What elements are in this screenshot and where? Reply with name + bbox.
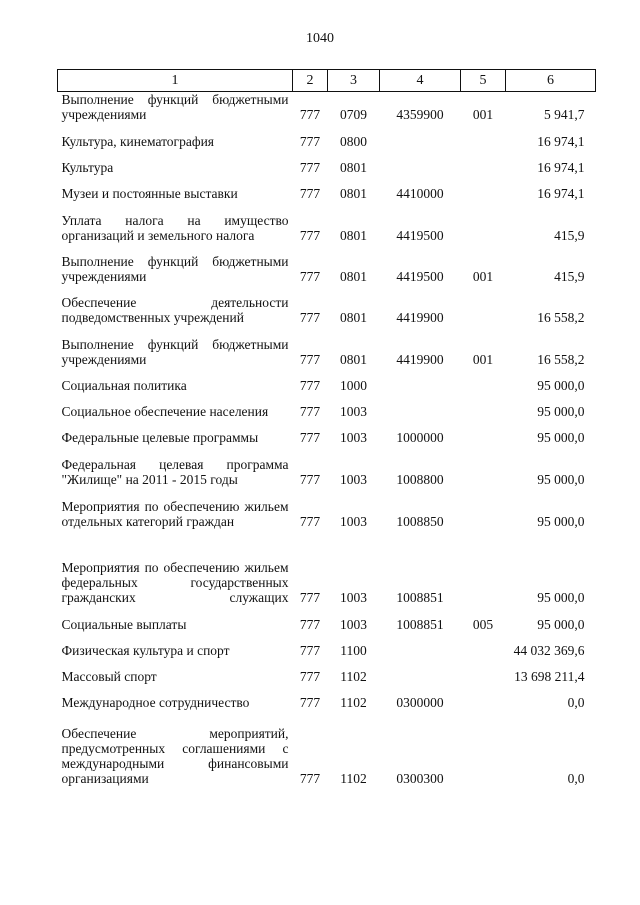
- row-col-5: [461, 487, 506, 529]
- table-row: [58, 325, 596, 367]
- row-amount: 95 000,0: [537, 430, 585, 445]
- row-amount: 0,0: [567, 695, 585, 710]
- table-row: [58, 658, 596, 684]
- row-col-4: [380, 658, 461, 684]
- table-row: [58, 419, 596, 445]
- row-col-3: 0709: [340, 107, 367, 122]
- row-amount: 16 558,2: [537, 352, 585, 367]
- row-col-3: 0801: [340, 310, 367, 325]
- row-col-4: [380, 393, 461, 419]
- row-amount: 95 000,0: [537, 514, 585, 529]
- row-col-2: 777: [299, 472, 321, 487]
- row-col-4: 1000000: [396, 430, 444, 445]
- table-row: [58, 632, 596, 658]
- row-name: Обеспечение деятельности подведомственных учреждений: [61, 295, 289, 325]
- row-name: Социальное обеспечение населения: [61, 404, 269, 419]
- table-row: [58, 393, 596, 419]
- row-col-3: 0801: [340, 160, 367, 175]
- row-col-2: 777: [299, 186, 321, 201]
- row-name: Музеи и постоянные выставки: [61, 186, 238, 201]
- row-col-3: 1100: [340, 643, 367, 658]
- row-col-3: 0800: [340, 134, 367, 149]
- row-amount: 415,9: [554, 228, 585, 243]
- row-col-2: 777: [299, 669, 321, 684]
- row-col-5: [461, 529, 506, 605]
- row-col-5: [461, 122, 506, 149]
- row-col-3: 0801: [340, 352, 367, 367]
- table-row: [58, 684, 596, 710]
- row-col-2: 777: [299, 430, 321, 445]
- row-name: Выполнение функций бюджетными учреждениями: [61, 254, 289, 284]
- table-row: [58, 445, 596, 487]
- row-col-3: 1102: [340, 669, 367, 684]
- row-col-5: [461, 284, 506, 325]
- row-name: Международное сотрудничество: [61, 695, 250, 710]
- row-col-4: 0300000: [396, 695, 444, 710]
- table-row: [58, 243, 596, 284]
- row-col-5: [461, 445, 506, 487]
- row-col-2: 777: [299, 269, 321, 284]
- row-col-2: 777: [299, 617, 321, 632]
- row-col-5: 005: [472, 617, 494, 632]
- row-col-2: 777: [299, 160, 321, 175]
- table-row: [58, 122, 596, 149]
- header-row: [58, 70, 596, 92]
- row-col-5: [461, 367, 506, 393]
- header-col-3: 3: [328, 70, 380, 92]
- table-row: [58, 92, 596, 123]
- row-col-3: 1003: [340, 430, 367, 445]
- row-col-3: 1000: [340, 378, 367, 393]
- row-col-3: 1102: [340, 771, 367, 786]
- row-col-3: 1003: [340, 617, 367, 632]
- row-col-3: 1102: [340, 695, 367, 710]
- header-col-6: 6: [506, 70, 596, 92]
- row-col-4: 4419500: [396, 228, 444, 243]
- row-col-3: 0801: [340, 186, 367, 201]
- row-amount: 415,9: [554, 269, 585, 284]
- row-amount: 95 000,0: [537, 404, 585, 419]
- row-col-4: [380, 122, 461, 149]
- row-col-5: [461, 149, 506, 175]
- row-col-2: 777: [299, 228, 321, 243]
- row-name: Социальные выплаты: [61, 617, 187, 632]
- row-col-2: 777: [299, 310, 321, 325]
- row-col-4: 4419900: [396, 310, 444, 325]
- row-col-3: 0801: [340, 228, 367, 243]
- row-col-4: 1008850: [396, 514, 444, 529]
- row-col-4: 1008851: [396, 590, 444, 605]
- table-row: [58, 284, 596, 325]
- row-amount: 0,0: [567, 771, 585, 786]
- row-name: Федеральные целевые программы: [61, 430, 259, 445]
- row-amount: 44 032 369,6: [513, 643, 585, 658]
- row-amount: 5 941,7: [544, 107, 585, 122]
- row-col-2: 777: [299, 695, 321, 710]
- row-col-3: 0801: [340, 269, 367, 284]
- row-col-5: [461, 632, 506, 658]
- row-col-2: 777: [299, 107, 321, 122]
- row-name: Культура: [61, 160, 114, 175]
- row-name: Выполнение функций бюджетными учреждениями: [61, 92, 289, 122]
- table-row: [58, 710, 596, 786]
- table-row: [58, 175, 596, 201]
- row-col-5: [461, 684, 506, 710]
- row-amount: 16 974,1: [537, 160, 585, 175]
- row-col-4: [380, 367, 461, 393]
- header-col-4: 4: [380, 70, 461, 92]
- header-col-2: 2: [293, 70, 328, 92]
- row-amount: 16 558,2: [537, 310, 585, 325]
- row-col-5: [461, 658, 506, 684]
- row-name: Федеральная целевая программа "Жилище" на 2011 - 2015 годы: [61, 457, 289, 487]
- row-col-2: 777: [299, 514, 321, 529]
- row-col-3: 1003: [340, 590, 367, 605]
- row-amount: 13 698 211,4: [514, 669, 585, 684]
- budget-table: [57, 69, 596, 786]
- table-row: [58, 149, 596, 175]
- row-col-2: 777: [299, 352, 321, 367]
- row-name: Уплата налога на имущество организаций и земельного налога: [61, 213, 289, 243]
- row-col-3: 1003: [340, 472, 367, 487]
- row-amount: 16 974,1: [537, 134, 585, 149]
- table-row: [58, 487, 596, 529]
- row-col-5: 001: [472, 107, 494, 122]
- table-row: [58, 201, 596, 243]
- row-name: Обеспечение мероприятий, предусмотренных соглашениями с международными финансовыми организациями: [61, 726, 289, 786]
- row-col-4: 0300300: [396, 771, 444, 786]
- row-col-2: 777: [299, 378, 321, 393]
- row-col-4: 4419500: [396, 269, 444, 284]
- table-row: [58, 605, 596, 632]
- row-col-5: [461, 419, 506, 445]
- row-col-3: 1003: [340, 514, 367, 529]
- row-name: Физическая культура и спорт: [61, 643, 230, 658]
- header-col-5: 5: [461, 70, 506, 92]
- row-name: Массовый спорт: [61, 669, 157, 684]
- row-col-5: [461, 393, 506, 419]
- row-col-4: 4419900: [396, 352, 444, 367]
- row-col-2: 777: [299, 404, 321, 419]
- row-col-5: 001: [472, 269, 494, 284]
- row-col-4: 4359900: [396, 107, 444, 122]
- row-col-5: [461, 175, 506, 201]
- row-name: Мероприятия по обеспечению жильем федеральных государственных гражданских служащих: [61, 560, 289, 605]
- row-col-2: 777: [299, 134, 321, 149]
- row-col-2: 777: [299, 590, 321, 605]
- row-col-5: 001: [472, 352, 494, 367]
- row-col-4: [380, 149, 461, 175]
- row-amount: 95 000,0: [537, 378, 585, 393]
- row-col-2: 777: [299, 771, 321, 786]
- row-amount: 95 000,0: [537, 617, 585, 632]
- row-amount: 16 974,1: [537, 186, 585, 201]
- row-col-2: 777: [299, 643, 321, 658]
- row-col-5: [461, 201, 506, 243]
- row-amount: 95 000,0: [537, 472, 585, 487]
- row-col-4: 1008851: [396, 617, 444, 632]
- row-amount: 95 000,0: [537, 590, 585, 605]
- header-col-1: 1: [58, 70, 293, 92]
- row-col-4: [380, 632, 461, 658]
- row-col-3: 1003: [340, 404, 367, 419]
- row-name: Мероприятия по обеспечению жильем отдельных категорий граждан: [61, 499, 289, 529]
- row-name: Культура, кинематография: [61, 134, 215, 149]
- row-col-5: [461, 710, 506, 786]
- table-row: [58, 367, 596, 393]
- table-row: [58, 529, 596, 605]
- page-number: 1040: [306, 31, 334, 46]
- row-name: Социальная политика: [61, 378, 187, 393]
- row-name: Выполнение функций бюджетными учреждениями: [61, 337, 289, 367]
- row-col-4: 4410000: [396, 186, 444, 201]
- row-col-4: 1008800: [396, 472, 444, 487]
